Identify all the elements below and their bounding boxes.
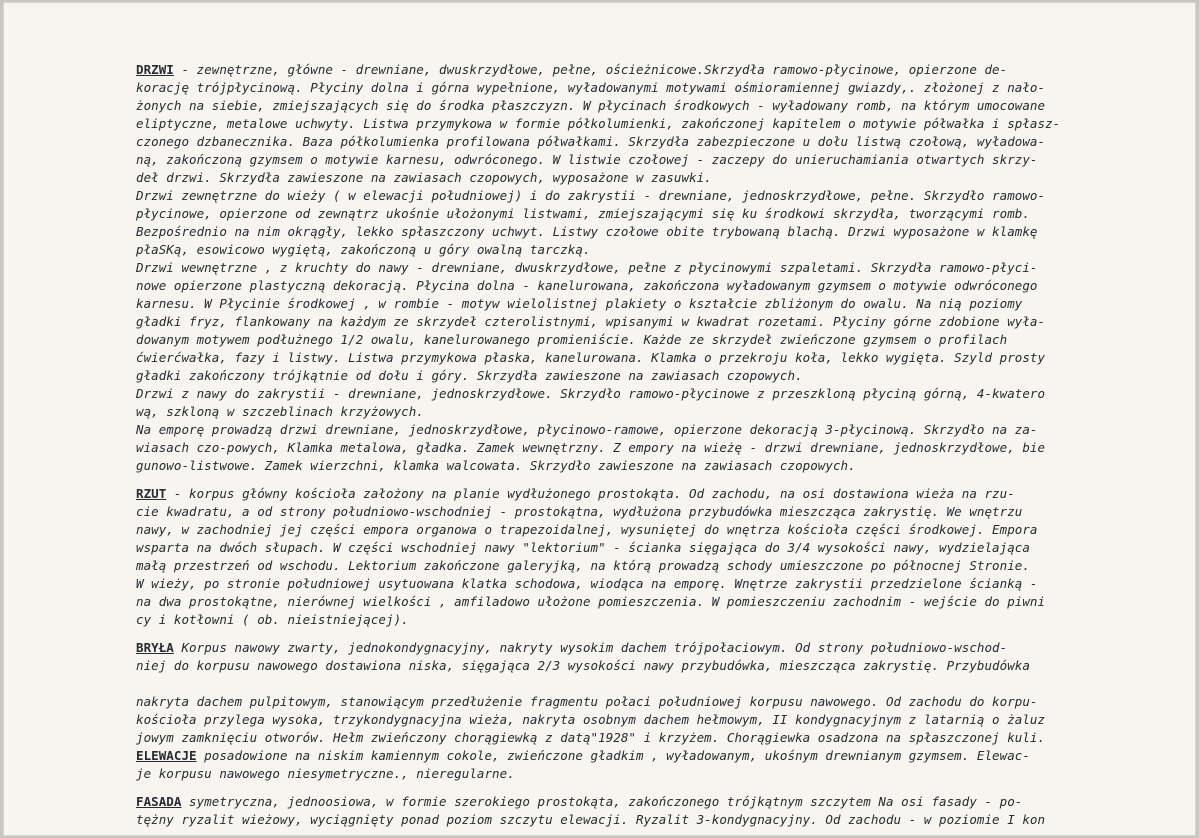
text-line: posadowione na niskim kamiennym cokole, zwieńczone gładkim , wyładowanym, ukośnym drewnianym gzymsem. Elewac-	[196, 748, 1030, 763]
text-line: jowym zamknięciu otworów. Hełm zwieńczony chorągiewką z datą"1928" i krzyżem. Chorągiewka osadzona na spłaszczonej kuli.	[136, 730, 1046, 745]
text-line: nowe opierzone plastyczną dekoracją. Płycina dolna - kanelurowana, zakończona wyładowanym gzymsem o motywie odwróconego	[136, 278, 1038, 293]
section-fasada	[136, 793, 1136, 829]
section-rzut	[136, 485, 1136, 629]
text-line: eliptyczne, metalowe uchwyty. Listwa przymykowa w formie półkolumienki, zakończonej kapitelem o motywie półwałka i spłasz-	[136, 116, 1061, 131]
text-line: W wieży, po stronie południowej usytuowana klatka schodowa, wiodąca na emporę. Wnętrze zakrystii przedzielone ścianką -	[136, 576, 1038, 591]
text-line: - zewnętrzne, główne - drewniane, dwuskrzydłowe, pełne, ościeżnicowe.Skrzydła ramowo-płycinowe, opierzone de-	[173, 62, 1008, 77]
text-line: małą przestrzeń od wschodu. Lektorium zakończone galeryjką, na którą prowadzą schody umieszczone po północnej Stronie.	[136, 558, 1030, 573]
text-line: Na emporę prowadzą drzwi drewniane, jednoskrzydłowe, płycinowo-ramowe, opierzone dekoracją 3-płycinową. Skrzydło na za-	[136, 422, 1038, 437]
text-line: Drzwi wewnętrzne , z kruchty do nawy - drewniane, dwuskrzydłowe, pełne z płycinowymi szpaletami. Skrzydła ramowo-płyci-	[136, 260, 1038, 275]
text-line: cy i kotłowni ( ob. nieistniejącej).	[136, 612, 409, 627]
text-line: Drzwi zewnętrzne do wieży ( w elewacji południowej) i do zakrystii - drewniane, jednoskrzydłowe, pełne. Skrzydło ramowo-	[136, 188, 1046, 203]
text-line: deł drzwi. Skrzydła zawieszone na zawiasach czopowych, wyposażone w zasuwki.	[136, 170, 712, 185]
text-line: - korpus główny kościoła założony na planie wydłużonego prostokąta. Od zachodu, na osi dostawiona wieża na rzu-	[166, 486, 1015, 501]
text-line: kościoła przylega wysoka, trzykondygnacyjna wieża, nakryta osobnym dachem hełmowym, II kondygnacyjnym z latarnią o żaluz	[136, 712, 1046, 727]
text-line: korację trójpłycinową. Płyciny dolna i górna wypełnione, wyładowanymi motywami ośmioramiennej gwiazdy,. złożonej z nało-	[136, 80, 1046, 95]
text-line: ćwierćwałka, fazy i listwy. Listwa przymykowa płaska, kanelurowana. Klamka o przekroju koła, lekko wygięta. Szyld prosty	[136, 350, 1046, 365]
text-line: niej do korpusu nawowego dostawiona niska, sięgająca 2/3 wysokości nawy przybudówka, mieszcząca zakrystię. Przybudówka	[136, 658, 1030, 673]
text-line: wiasach czo-powych, Klamka metalowa, gładka. Zamek wewnętrzny. Z empory na wieżę - drzwi drewniane, jednoskrzydłowe, bie	[136, 440, 1046, 455]
text-line: czonego dzbanecznika. Baza półkolumienka profilowana półwałkami. Skrzydła zabezpieczone u dołu listwą czołową, wyładowa-	[136, 134, 1046, 149]
section-bryla	[136, 639, 1136, 747]
section-drzwi	[136, 61, 1136, 475]
paper-sheet	[4, 3, 1195, 835]
text-line: Korpus nawowy zwarty, jednokondygnacyjny, nakryty wysokim dachem trójpołaciowym. Od strony południowo-wschod-	[173, 640, 1008, 655]
text-line: wsparta na dwóch słupach. W części wschodniej nawy "lektorium" - ścianka sięgająca do 3/4 wysokości nawy, wydzielająca	[136, 540, 1030, 555]
section-elewacje	[136, 747, 1136, 783]
heading-bryla: BRYŁA	[136, 640, 174, 655]
heading-fasada: FASADA	[136, 794, 182, 809]
typewritten-page	[136, 61, 1136, 829]
heading-drzwi: DRZWI	[136, 62, 174, 77]
text-line: gładki zakończony trójkątnie od dołu i góry. Skrzydła zawieszone na zawiasach czopowych.	[136, 368, 803, 383]
text-line: płycinowe, opierzone od zewnątrz ukośnie ułożonymi listwami, zmiejszającymi się ku środkowi skrzydła, tworzącymi romb.	[136, 206, 1030, 221]
text-line: płaSKą, esowicowo wygiętą, zakończoną u góry owalną tarczką.	[136, 242, 591, 257]
text-line: ną, zakończoną gzymsem o motywie karnesu, odwróconego. W listwie czołowej - zaczepy do unieruchamiania otwartych skrzy-	[136, 152, 1038, 167]
text-line: wą, szkloną w szczeblinach krzyżowych.	[136, 404, 424, 419]
text-line: gładki fryz, flankowany na każdym ze skrzydeł czterolistnymi, wpisanymi w kwadrat rozetami. Płyciny górne zdobione wyła-	[136, 314, 1046, 329]
text-line: gunowo-listwowe. Zamek wierzchni, klamka walcowata. Skrzydło zawieszone na zawiasach czopowych.	[136, 458, 856, 473]
text-line: symetryczna, jednoosiowa, w formie szerokiego prostokąta, zakończonego trójkątnym szczytem Na osi fasady - po-	[181, 794, 1023, 809]
heading-elewacje: ELEWACJE	[136, 748, 197, 763]
text-line: karnesu. W Płycinie środkowej , w rombie - motyw wielolistnej plakiety o kształcie zbliżonym do owalu. Na nią poziomy	[136, 296, 1023, 311]
text-line: żonych na siebie, zmiejszających się do środka płaszczyzn. W płycinach środkowych - wyładowany romb, na którym umocowane	[136, 98, 1046, 113]
text-line: nakryta dachem pulpitowym, stanowiącym przedłużenie fragmentu połaci południowej korpusu nawowego. Od zachodu do korpu-	[136, 694, 1038, 709]
text-line: dowanym motywem podłużnego 1/2 owalu, kanelurowanego promieniście. Każde ze skrzydeł zwieńczone gzymsem o profilach	[136, 332, 1008, 347]
text-line: Bezpośrednio na nim okrągły, lekko spłaszczony uchwyt. Listwy czołowe obite trybowaną blachą. Drzwi wyposażone w klamkę	[136, 224, 1038, 239]
text-line: Drzwi z nawy do zakrystii - drewniane, jednoskrzydłowe. Skrzydło ramowo-płycinowe z przeszkloną płyciną górną, 4-kwatero	[136, 386, 1046, 401]
text-line: nawy, w zachodniej jej części empora organowa o trapezoidalnej, wysuniętej do wnętrza kościoła części środkowej. Empora	[136, 522, 1038, 537]
text-line: cie kwadratu, a od strony południowo-wschodniej - prostokątna, wydłużona przybudówka mieszcząca zakrystię. We wnętrzu	[136, 504, 1023, 519]
text-line: tężny ryzalit wieżowy, wyciągnięty ponad poziom szczytu elewacji. Ryzalit 3-kondygnacyjny. Od zachodu - w poziomie I kon	[136, 812, 1046, 827]
text-line: je korpusu nawowego niesymetryczne., nieregularne.	[136, 766, 515, 781]
text-line: na dwa prostokątne, nierównej wielkości , amfiladowo ułożone pomieszczenia. W pomieszczeniu zachodnim - wejście do piwni	[136, 594, 1046, 609]
heading-rzut: RZUT	[136, 486, 167, 501]
